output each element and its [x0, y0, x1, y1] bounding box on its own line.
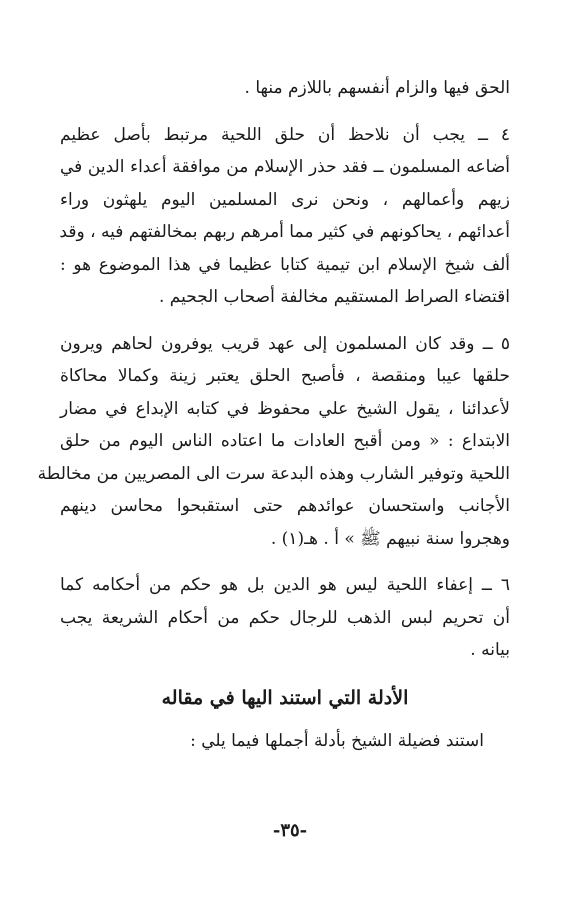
- text-line: حلقها عيبا ومنقصة ، فأصبح الحلق يعتبر زينة وكمالا محاكاة: [60, 366, 510, 386]
- paragraph-point-4: [60, 119, 510, 314]
- text-line: الأجانب واستحسان عوائدهم حتى استقبحوا محاسن دينهم: [60, 496, 510, 516]
- text-line: الابتداع : « ومن أقبح العادات ما اعتاده الناس اليوم من حلق: [60, 431, 510, 451]
- text-line: اللحية وتوفير الشارب وهذه البدعة سرت الى المصريين من مخالطة: [37, 463, 510, 484]
- text-line: ألف شيخ الإسلام ابن تيمية كتابا عظيما في هذا الموضوع هو :: [60, 254, 510, 275]
- text-line: ٦ ــ إعفاء اللحية ليس هو الدين بل هو حكم من أحكامه كما: [60, 575, 510, 595]
- section-intro: استند فضيلة الشيخ بأدلة أجملها فيما يلي :: [190, 730, 484, 751]
- text-line: وهجروا سنة نبيهم ﷺ » أ . هـ(١) .: [270, 528, 510, 549]
- text-line: أن تحريم لبس الذهب للرجال حكم من أحكام الشريعة يجب: [60, 607, 510, 628]
- text-line: أضاعه المسلمون ــ فقد حذر الإسلام من موافقة أعداء الدين في: [60, 157, 510, 177]
- text-line: الحق فيها والزام أنفسهم باللازم منها .: [244, 78, 510, 98]
- section-heading: الأدلة التي استند اليها في مقاله: [161, 686, 409, 709]
- text-line: ٥ ــ وقد كان المسلمون إلى عهد قريب يوفرون لحاهم ويرون: [60, 333, 510, 354]
- text-line: أعدائهم ، يحاكونهم في كثير مما أمرهم ربهم بمخالفتهم فيه ، وقد: [59, 222, 510, 242]
- paragraph-continuation: [60, 72, 510, 105]
- page-body: [37, 72, 510, 757]
- page-number: -٣٥-: [272, 820, 308, 841]
- paragraph-point-6: [60, 569, 510, 667]
- paragraph-point-5: [37, 328, 510, 556]
- text-line: زيهم وأعمالهم ، ونحن نرى المسلمين اليوم يلهثون وراء: [60, 189, 510, 210]
- text-line: لأعدائنا ، يقول الشيخ علي محفوظ في كتابه الإبداع في مضار: [60, 398, 510, 419]
- text-line: ٤ ــ يجب أن نلاحظ أن حلق اللحية مرتبط بأصل عظيم: [60, 124, 510, 145]
- text-line: اقتضاء الصراط المستقيم مخالفة أصحاب الجحيم .: [158, 287, 510, 307]
- text-line: بيانه .: [470, 640, 510, 660]
